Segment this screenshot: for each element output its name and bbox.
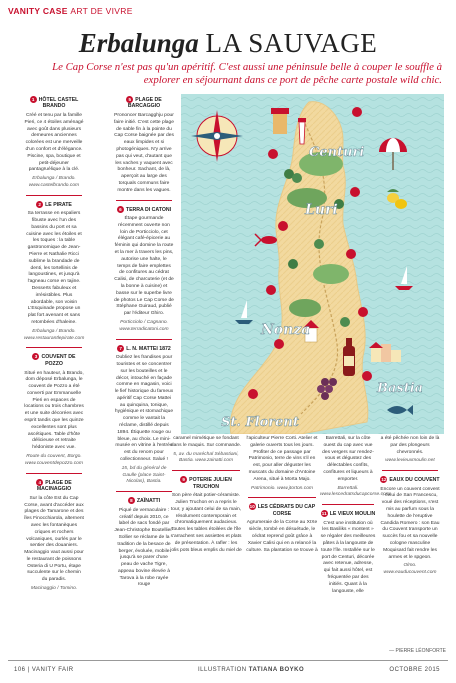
entry-body: Créé et tenu par la famille Pieri, ce 4 étoiles aménagé avec goût dans plusieurs demeures anciennes colorées est une merveille d'un confort et d'élégance. Piscine, spa, boutique et petit-déjeuner pantagruélique à la clé.: [24, 113, 84, 173]
entry-number-badge: 8: [128, 497, 135, 504]
entry-title: PLAGE DE BARCAGGIO: [127, 96, 162, 110]
lede: Le Cap Corse n'est pas qu'un apéritif. C'est aussi une péninsule belle à couper le souffle à explorer en séjournant dans ce port de pêche carte postale wild chic.: [52, 61, 442, 86]
entry-heading: [24, 201, 84, 208]
map-label-centuri: Centuri: [309, 145, 365, 160]
section-sub: ART DE VIVRE: [70, 6, 133, 16]
magazine-name: VANITY FAIR: [31, 667, 74, 673]
entry-body: Sur la côte Est du Cap Corse, avant d'accéder aux plages de Tamarone et des îles Finocchiarola, alternent avec les fontanèques criques et rochers volcaniques, ourlés par le sentier des douaniers. Macinaggio vaut aussi pour le restaurant de poissons Osteria di U Portu, étape succulente sur le chemin du paradis.: [24, 495, 84, 583]
entries-col-3: [170, 436, 242, 554]
entry-number-badge: 12: [381, 477, 387, 483]
title-sub: LA SAUVAGE: [205, 28, 378, 58]
entry-number-badge: 2: [36, 201, 43, 208]
page-number: 106: [14, 667, 26, 673]
entry-body: Prononcer Barcagghju pour faire initié. C'est cette plage de sable fin à la pointe du Cap Corse baignée par des eaux limpides et si photogéniques. N'y arrive pas qui veut, d'autant que les vaches y vaquent avec bonheur. Sachant, de là, aperçoit au large des torquals communs faire montre dans les vagues.: [114, 113, 174, 193]
entry-title: TERRA DI CATONI: [125, 206, 172, 213]
footer-credit: [198, 667, 304, 673]
entry-body: Agrumeraie de la Corse au XIXe siècle, tombé en désuétude, le cédrat reprend goût grâce à Xavier Calisi qui en a relancé la culture. Sa plantation se trouve à: [246, 520, 318, 553]
entry-body: C'est une institution où les Basiliks « montent » se régaler des meilleures pâtes à la langouste de toute l'île. Installée sur le port de Centuri, décorée avec retenue, adresse, qui fait aussi hôtel, est fréquentée par des initiés. Quant à la langouste, elle: [320, 520, 376, 594]
entry-address: Erbalunga / Brando. www.restaurantlepirate.com: [24, 328, 85, 341]
entry-heading: [24, 479, 84, 493]
entry-address: www.levieuxmoulin.net: [385, 458, 435, 464]
entry-number-badge: 4: [36, 479, 43, 486]
entry-body-continued: l'apiculteur Pierre Corti. Atelier et galerie ouverts tous les jours. Profiter de ce passage par Patrimonio, terre de vins s'il en est, pour aller déguster les muscats du domaine d'Antoine Arena, situé à Morta Majo.: [246, 436, 318, 482]
entry-heading: [114, 206, 174, 213]
entry-title: HÔTEL CASTEL BRANDO: [38, 96, 79, 110]
entries-col-1: [24, 96, 84, 593]
divider: [320, 503, 376, 506]
divider: [114, 490, 174, 493]
entry-title: LES CÉDRATS DU CAP CORSE: [257, 504, 316, 517]
entry-title: ZAÏNATTI: [136, 498, 161, 505]
section-name: VANITY CASE: [8, 6, 68, 16]
entry-number-badge: 10: [249, 504, 255, 510]
entry-address: Olmo. www.eauducouvent.com: [383, 563, 437, 576]
entry-body: Encore un couvent convent : celui de San Francescu, voué des réceptions, s'est mis au parfum sous la houlette de l'eruptive Candida Romero : son Eau du Couvent transporte un succès fou et sa nouvelle cologne masculine Moquisard fait rendre les armes et le spgeon.: [380, 486, 440, 560]
entry-heading: [380, 476, 440, 483]
author-byline: — PIERRE LÉONFORTE: [389, 648, 446, 654]
entry-number-badge: 5: [126, 96, 133, 103]
map-label-luri: Luri: [305, 202, 338, 218]
tower-icon: [271, 108, 289, 134]
entry-body: Sa terrasse en espaliers fibuste avec l'un des bassins du port et sa cuisine avec les étoiles et les toques : la table gastronomique de Jean-Pierre et Nathalie Ricci sublime la brandade de denti, les tortellinis de langoustines, et jusqu'à l'agneau corse en tajine. Desserts fabuleux et irrésistibles. Plus abordable, son voisin L'Esquinade propose un plat fort avenant et sans retombées d'haleine.: [26, 211, 82, 326]
entry-title: LE PIRATE: [45, 201, 72, 208]
entry-number-badge: 11: [321, 511, 327, 517]
entry-title: COUVENT DE POZZO: [41, 354, 76, 367]
entry-body-continued: a été pêchée non loin de là par des plongeurs chevronnés.: [380, 436, 440, 455]
divider: [114, 338, 174, 341]
entry-number-badge: 9: [180, 476, 187, 483]
entry-address: Patrimonio. www.jtorton.com: [251, 485, 313, 491]
entry-number-badge: 1: [30, 96, 37, 103]
entry-address: Route du couvent, Borgo. www.couventdepozzo.com: [25, 454, 83, 466]
entry-number-badge: 7: [117, 345, 124, 352]
map-label-st-florent: St. Florent: [221, 415, 299, 430]
entry-number-badge: 3: [32, 353, 39, 360]
entry-heading: [24, 353, 84, 367]
entry-body: Son père était potier-céramiste. Julien Truchon en a repris le tour, y ajoutant celui de sa main, résolument contemporain et chromatiquement audacieux. Toutes les tables étoilées de l'île s'arrachent ses assiettes et plats de présentation. À rafler : les jolis pots bleus emplis du miel de: [170, 493, 242, 553]
entry-number-badge: 6: [117, 206, 124, 213]
entry-title: L. N. MATTEI 1872: [126, 345, 171, 352]
entry-body-continued: Barrettali, sur la côte ouest du cap avec vue des vergers sur rendez-vous et dégustez des délectables confits, confitures et liqueurs à emporter.: [322, 436, 374, 482]
entry-heading: [114, 345, 174, 352]
entry-heading: [170, 476, 242, 490]
entry-body: Piqué de vernaculaire : créatif depuis 2010, ce label de sacs fondé par Jean-Christophe Boutellier-Sollier se réclame de la tradition de la besace de berger, évoluée, mobile jusqu'à se parer d'une peau de vache Tigre, appeau bovine élevée à Tarova à la robe rayée rouge: [114, 507, 174, 588]
entry-body: Étape gourmande récemment ouverte non loin de Porticciolo, cet élégant café-épicerie au féminin qui domine la route et la mer à travers les pins, autorise une halte, le temps de faire emplettes de confitures au cédrat Calisi, de charcuterie (et de la bonne à cuisine) et basse sur le superbe livre de photos Le Cap Corse de Stéphane Guiraud, publié par l'éditeur Ghiro.: [114, 216, 174, 317]
entry-title: POTERIE JULIEN TRUCHON: [189, 477, 232, 490]
footer-left: 106 | VANITY FAIR: [14, 667, 74, 673]
map-label-nonza: Nonza: [261, 322, 311, 338]
map-illustration: [181, 94, 444, 434]
credit-label: ILLUSTRATION: [198, 667, 247, 673]
divider: [246, 496, 318, 499]
entry-address: 15, bd du général de Gaulle (place Saint-Nicolas), Bastia.: [121, 465, 167, 485]
entry-heading: [114, 96, 174, 110]
entries-col-6: [380, 436, 440, 577]
entry-heading: [320, 510, 376, 517]
entry-body-continued: caramel mimétique se fondant dans le maquis. Sur commande.: [170, 436, 242, 448]
entry-title: EAUX DU COUVENT: [389, 477, 440, 484]
entry-body: Situé en hauteur, à Brando, dom déposé Erbalunga, le couvent de Pozzo a été converti par Emmanuelle Pieri en espaces de locations ou trois chambres et une suite décorées avec esprit tandis que les quinze excellentes sont plus ascétiques. Table d'hôte délicieuse et retraite hédoniste avec vue.: [24, 370, 84, 451]
page-title: [0, 28, 456, 58]
divider: [24, 346, 84, 349]
entry-heading: [114, 497, 174, 504]
divider: [114, 199, 174, 202]
credit-name: TATIANA BOYKO: [248, 667, 305, 673]
cap-corse-map-svg: [181, 94, 444, 434]
divider: [170, 469, 242, 472]
page-footer: [8, 660, 448, 673]
entry-address: Barrettali. www.lescedratsducapcorse.com: [320, 485, 390, 498]
entry-heading: [24, 96, 84, 110]
entry-title: PLAGE DE MACINAGGIO: [36, 479, 72, 493]
map-label-bastia: Bastia: [377, 381, 424, 396]
entry-address: Porticciolo / Cagnano. www.terradicatoni.com: [119, 320, 169, 332]
divider: [24, 472, 84, 475]
divider: [24, 194, 84, 197]
entry-body: Oubliez les frandises pour touristes et se concentrer sur les bouteilles et le décor, intouché en façade comme en magasin, voici le fief historique du fameux apéritif Cap Corse Mattei au quinquina, tonique, hygiénique et stomachique comme le vantait la réclame, distillé depuis 1894. Étiquette rouge ou bleue, au choix. Le mini-musée en vitrine à l'entrée est du renom pour collectionneur. Salué !: [114, 355, 174, 463]
entry-address: Macinaggio / Tomino.: [30, 586, 78, 592]
entries-col-2: [114, 96, 174, 589]
entries-col-4: [246, 436, 318, 554]
divider: [380, 469, 440, 472]
entry-address: 5, av. du maréchal Sébastiani, Bastia. www.zainatti.com: [173, 451, 239, 464]
title-main: Erbalunga: [78, 28, 199, 58]
entry-title: LE VIEUX MOULIN: [329, 511, 376, 518]
entry-heading: [246, 503, 318, 517]
issue-date: OCTOBRE 2015: [389, 667, 440, 673]
entry-address: Erbalunga / Brando. www.castelbrando.com: [28, 176, 80, 189]
section-header: [8, 6, 133, 16]
